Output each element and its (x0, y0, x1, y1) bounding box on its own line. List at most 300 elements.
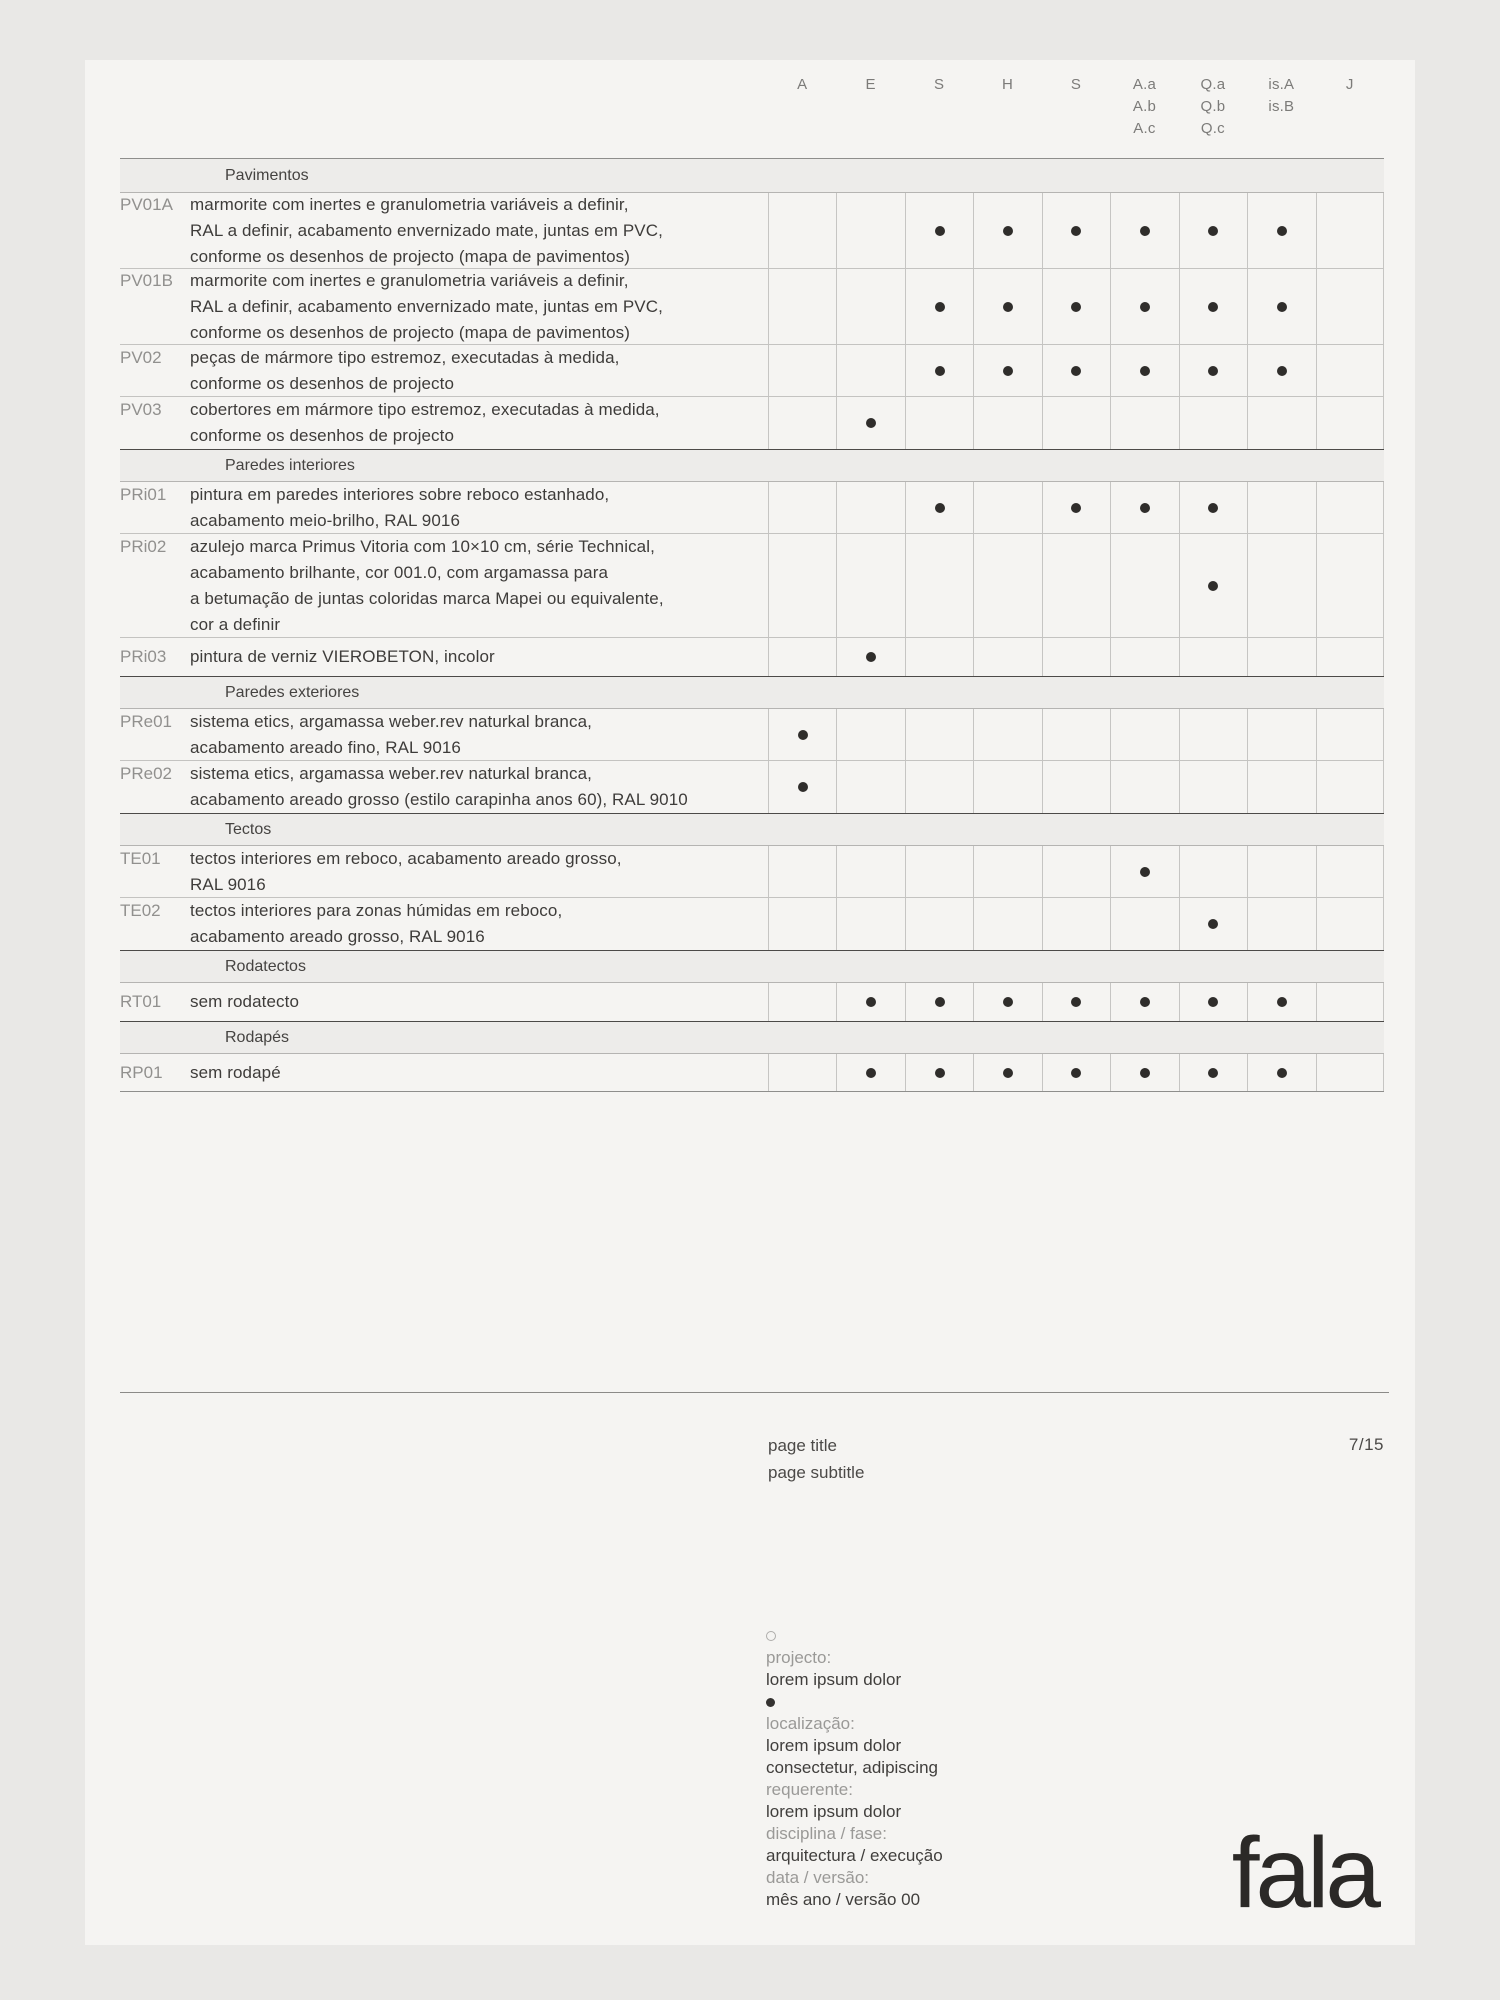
row-description (190, 1060, 281, 1086)
dot-cell (973, 983, 1041, 1021)
info-value: lorem ipsum dolor (766, 1736, 902, 1755)
page-title: page title (768, 1436, 837, 1455)
dot-cell (1042, 898, 1110, 950)
column-headers (768, 74, 1384, 140)
dot-cell (1110, 269, 1178, 344)
dot-cell (1247, 269, 1315, 344)
row-description (190, 269, 663, 344)
dot-marker (1277, 997, 1287, 1007)
dot-cell (836, 534, 904, 637)
dot-cell (836, 193, 904, 268)
description-inner (120, 644, 768, 670)
dot-cell (973, 397, 1041, 449)
dot-cell (905, 397, 973, 449)
table-row (120, 846, 1384, 898)
info-row (766, 1757, 943, 1779)
dot-cell (1110, 534, 1178, 637)
table-row (120, 761, 1384, 813)
description-line: cobertores em mármore tipo estremoz, executadas à medida, (190, 400, 660, 419)
dot-cell (836, 638, 904, 676)
description-cell (120, 846, 768, 897)
row-code: PRi01 (120, 484, 167, 504)
section-title: Paredes exteriores (225, 683, 360, 701)
dot-marker (1277, 302, 1287, 312)
info-label: localização: (766, 1714, 855, 1733)
dot-cell (1179, 534, 1247, 637)
dot-cell (836, 983, 904, 1021)
info-row (766, 1867, 943, 1889)
dot-cell (1179, 269, 1247, 344)
column-header-line: is.B (1268, 98, 1295, 115)
dot-cell (1042, 482, 1110, 533)
dot-cell (1110, 846, 1178, 897)
dot-cell (1247, 898, 1315, 950)
dot-cell (768, 983, 836, 1021)
column-header-7 (1179, 74, 1247, 140)
description-line: RAL 9016 (190, 874, 266, 894)
description-inner (120, 989, 768, 1015)
dot-marker (1208, 302, 1218, 312)
description-line: acabamento areado grosso (estilo carapinha anos 60), RAL 9010 (190, 790, 688, 809)
dot-marker (1208, 919, 1218, 929)
dot-cell (973, 898, 1041, 950)
dot-marker (935, 226, 945, 236)
description-line: tectos interiores em reboco, acabamento areado grosso, (190, 848, 622, 868)
column-header-line: H (1002, 76, 1014, 93)
dot-cell (1110, 397, 1178, 449)
description-inner (120, 761, 768, 813)
dot-cell (905, 709, 973, 760)
dot-marker (1208, 997, 1218, 1007)
dot-cell (973, 345, 1041, 396)
dot-cell (973, 482, 1041, 533)
info-row (766, 1779, 943, 1801)
dot-cell (1042, 761, 1110, 813)
row-description (190, 846, 622, 897)
column-header-6 (1110, 74, 1178, 140)
section-title: Tectos (225, 820, 272, 838)
footer-divider (120, 1392, 1389, 1393)
description-line: sistema etics, argamassa weber.rev naturkal branca, (190, 764, 592, 783)
dot-marker (1140, 1068, 1150, 1078)
dot-marker (1140, 867, 1150, 877)
section-title: Rodapés (225, 1028, 290, 1046)
info-label: projecto: (766, 1648, 832, 1667)
dot-marker (1071, 1068, 1081, 1078)
row-description (190, 898, 562, 950)
column-header-line: S (1070, 76, 1082, 93)
dot-marker (1277, 366, 1287, 376)
column-header-2 (836, 74, 904, 140)
dot-cell (1316, 761, 1384, 813)
dot-cell (768, 898, 836, 950)
dot-cell (1042, 638, 1110, 676)
dot-marker (866, 1068, 876, 1078)
description-cell (120, 1054, 768, 1091)
description-cell (120, 397, 768, 449)
dot-marker (935, 1068, 945, 1078)
description-inner (120, 193, 768, 268)
info-label: data / versão: (766, 1868, 870, 1887)
dot-cell (1042, 983, 1110, 1021)
description-cell (120, 898, 768, 950)
column-header-8 (1247, 74, 1315, 140)
section-header (120, 158, 1384, 193)
dot-cell (905, 534, 973, 637)
row-description (190, 193, 663, 268)
info-label: disciplina / fase: (766, 1824, 887, 1843)
dot-cell (1179, 193, 1247, 268)
dot-cell (905, 269, 973, 344)
dot-cell (1110, 709, 1178, 760)
column-header-line: A.a (1132, 76, 1156, 93)
dot-cell (1042, 345, 1110, 396)
dot-cell (768, 761, 836, 813)
dot-cell (768, 482, 836, 533)
dot-marker (1003, 997, 1013, 1007)
dot-marker (935, 997, 945, 1007)
dot-marker (1003, 1068, 1013, 1078)
table-row (120, 193, 1384, 269)
column-header-line: J (1345, 76, 1354, 93)
row-code: RP01 (120, 1062, 163, 1082)
info-row (766, 1625, 943, 1647)
section-title: Paredes interiores (225, 456, 355, 474)
dot-marker (1140, 997, 1150, 1007)
dot-cell (1110, 761, 1178, 813)
dot-cell (1316, 898, 1384, 950)
fala-logo: fala (1231, 1817, 1377, 1929)
table-row (120, 898, 1384, 950)
row-code: PV01B (120, 270, 173, 290)
dot-marker (1071, 997, 1081, 1007)
dot-cell (1316, 846, 1384, 897)
description-line: peças de mármore tipo estremoz, executadas à medida, (190, 347, 620, 367)
description-line: conforme os desenhos de projecto (mapa de pavimentos) (190, 246, 630, 266)
dot-cell (836, 397, 904, 449)
dot-cell (768, 638, 836, 676)
description-line: conforme os desenhos de projecto (mapa de pavimentos) (190, 322, 630, 342)
description-line: conforme os desenhos de projecto (190, 426, 455, 445)
description-line: acabamento brilhante, cor 001.0, com argamassa para (190, 562, 609, 582)
dot-cell (1247, 638, 1315, 676)
dot-marker (798, 782, 808, 792)
dot-cell (768, 709, 836, 760)
description-cell (120, 193, 768, 268)
dot-marker (866, 418, 876, 428)
dot-cell (768, 846, 836, 897)
description-cell (120, 709, 768, 760)
section-title: Rodatectos (225, 957, 306, 975)
description-cell (120, 482, 768, 533)
info-value: lorem ipsum dolor (766, 1802, 902, 1821)
info-row (766, 1647, 943, 1669)
dot-cell (836, 1054, 904, 1091)
info-label: requerente: (766, 1780, 853, 1799)
column-header-3 (905, 74, 973, 140)
dot-marker (1071, 366, 1081, 376)
description-inner (120, 846, 768, 897)
dot-cell (836, 345, 904, 396)
dot-cell (1179, 761, 1247, 813)
info-row (766, 1801, 943, 1823)
description-line: acabamento meio-brilho, RAL 9016 (190, 510, 461, 530)
description-inner (120, 1060, 768, 1086)
row-code: TE02 (120, 901, 161, 920)
dot-cell (1316, 269, 1384, 344)
info-row (766, 1691, 943, 1713)
dot-cell (1247, 193, 1315, 268)
dot-cell (973, 638, 1041, 676)
dot-cell (768, 534, 836, 637)
description-inner (120, 397, 768, 449)
dot-cell (836, 709, 904, 760)
row-code: PV01A (120, 194, 173, 214)
dot-cell (836, 846, 904, 897)
description-line: a betumação de juntas coloridas marca Mapei ou equivalente, (190, 588, 664, 608)
info-row (766, 1669, 943, 1691)
row-code: PRi02 (120, 536, 167, 556)
info-value: consectetur, adipiscing (766, 1758, 938, 1777)
dot-cell (768, 193, 836, 268)
column-header-line: Q.b (1200, 98, 1226, 115)
description-line: acabamento areado fino, RAL 9016 (190, 737, 461, 757)
dot-cell (1042, 269, 1110, 344)
description-cell (120, 638, 768, 676)
dot-marker (1208, 366, 1218, 376)
description-inner (120, 709, 768, 760)
description-cell (120, 534, 768, 637)
dot-cell (1179, 983, 1247, 1021)
dot-cell (905, 983, 973, 1021)
dot-cell (905, 638, 973, 676)
dot-cell (1316, 709, 1384, 760)
dot-cell (1247, 534, 1315, 637)
dot-marker (1003, 302, 1013, 312)
description-line: conforme os desenhos de projecto (190, 373, 455, 393)
row-description (190, 482, 609, 533)
description-inner (120, 898, 768, 950)
dot-cell (1316, 983, 1384, 1021)
table-row (120, 269, 1384, 345)
dot-cell (1247, 709, 1315, 760)
dot-cell (836, 269, 904, 344)
description-line: pintura em paredes interiores sobre reboco estanhado, (190, 484, 610, 504)
info-row (766, 1735, 943, 1757)
dot-marker (1208, 581, 1218, 591)
info-row (766, 1823, 943, 1845)
description-inner (120, 534, 768, 637)
project-info-block (766, 1625, 943, 1911)
dot-cell (1042, 193, 1110, 268)
dot-marker (866, 652, 876, 662)
description-cell (120, 983, 768, 1021)
dot-cell (768, 397, 836, 449)
dot-marker (1140, 503, 1150, 513)
dot-cell (1247, 1054, 1315, 1091)
description-line: RAL a definir, acabamento envernizado mate, juntas em PVC, (190, 220, 663, 240)
description-inner (120, 482, 768, 533)
dot-marker (1003, 366, 1013, 376)
row-code: RT01 (120, 992, 162, 1011)
description-line: tectos interiores para zonas húmidas em reboco, (190, 901, 563, 920)
dot-marker (1208, 1068, 1218, 1078)
dot-cell (973, 846, 1041, 897)
dot-cell (768, 345, 836, 396)
dot-cell (1042, 846, 1110, 897)
dot-cell (1316, 482, 1384, 533)
description-line: cor a definir (190, 614, 281, 634)
dot-cell (1179, 397, 1247, 449)
dot-marker (1003, 226, 1013, 236)
dot-cell (1247, 482, 1315, 533)
section-header (120, 1021, 1384, 1054)
dot-cell (1179, 1054, 1247, 1091)
dot-cell (836, 898, 904, 950)
row-code: PRi03 (120, 647, 167, 666)
dot-cell (1247, 846, 1315, 897)
description-inner (120, 269, 768, 344)
section-header (120, 950, 1384, 983)
dot-cell (1247, 397, 1315, 449)
description-line: sem rodatecto (190, 992, 300, 1011)
dot-cell (1042, 709, 1110, 760)
column-header-line: is.A (1268, 76, 1295, 93)
column-header-5 (1042, 74, 1110, 140)
dot-cell (1179, 345, 1247, 396)
dot-cell (905, 761, 973, 813)
column-header-line: A.c (1133, 120, 1156, 137)
dot-cell (1316, 193, 1384, 268)
dot-cell (905, 345, 973, 396)
row-code: PRe01 (120, 711, 172, 731)
column-header-4 (973, 74, 1041, 140)
dot-cell (1110, 193, 1178, 268)
document-page (85, 60, 1415, 1945)
table-row (120, 1054, 1384, 1092)
description-line: marmorite com inertes e granulometria variáveis a definir, (190, 194, 629, 214)
dot-cell (973, 709, 1041, 760)
description-line: azulejo marca Primus Vitoria com 10×10 cm, série Technical, (190, 536, 655, 556)
dot-cell (905, 1054, 973, 1091)
dot-cell (1110, 898, 1178, 950)
dot-cell (1110, 638, 1178, 676)
dot-cell (1247, 983, 1315, 1021)
page-number: 7/15 (1348, 1435, 1384, 1454)
row-description (190, 709, 592, 760)
row-description (190, 989, 299, 1015)
dot-cell (973, 193, 1041, 268)
description-cell (120, 345, 768, 396)
row-description (190, 397, 660, 449)
description-cell (120, 761, 768, 813)
info-row (766, 1713, 943, 1735)
dot-marker (1071, 503, 1081, 513)
section-header (120, 676, 1384, 709)
column-header-line: Q.a (1200, 76, 1226, 93)
dot-cell (1179, 638, 1247, 676)
table-row (120, 638, 1384, 676)
section-header (120, 813, 1384, 846)
dot-cell (1042, 397, 1110, 449)
dot-cell (1247, 345, 1315, 396)
info-value: arquitectura / execução (766, 1846, 943, 1865)
dot-cell (1179, 482, 1247, 533)
dot-marker (1208, 226, 1218, 236)
row-code: TE01 (120, 848, 161, 868)
dot-cell (1110, 983, 1178, 1021)
bullet-icon (766, 1698, 775, 1707)
info-value: mês ano / versão 00 (766, 1890, 921, 1909)
dot-cell (905, 846, 973, 897)
description-cell (120, 269, 768, 344)
dot-cell (1316, 1054, 1384, 1091)
page-subtitle: page subtitle (768, 1463, 865, 1482)
dot-cell (905, 193, 973, 268)
dot-marker (1277, 226, 1287, 236)
dot-cell (768, 269, 836, 344)
section-title: Pavimentos (225, 166, 309, 184)
column-header-line: S (933, 76, 945, 93)
dot-marker (1071, 226, 1081, 236)
dot-cell (905, 482, 973, 533)
dot-marker (935, 503, 945, 513)
dot-marker (1140, 302, 1150, 312)
row-description (190, 345, 619, 396)
dot-marker (935, 302, 945, 312)
dot-marker (1277, 1068, 1287, 1078)
description-line: acabamento areado grosso, RAL 9016 (190, 927, 485, 946)
column-header-line: A.b (1132, 98, 1156, 115)
table-row (120, 709, 1384, 761)
dot-cell (1110, 345, 1178, 396)
table-row (120, 534, 1384, 638)
dot-marker (798, 730, 808, 740)
dot-marker (1208, 503, 1218, 513)
dot-cell (836, 482, 904, 533)
description-inner (120, 345, 768, 396)
info-row (766, 1845, 943, 1867)
description-line: sistema etics, argamassa weber.rev naturkal branca, (190, 711, 592, 731)
spec-table (120, 158, 1384, 1092)
dot-cell (1316, 397, 1384, 449)
dot-cell (836, 761, 904, 813)
dot-cell (905, 898, 973, 950)
info-row (766, 1889, 943, 1911)
column-header-9 (1316, 74, 1384, 140)
dot-cell (1179, 846, 1247, 897)
dot-marker (935, 366, 945, 376)
dot-cell (973, 761, 1041, 813)
dot-cell (1042, 534, 1110, 637)
info-value: lorem ipsum dolor (766, 1670, 902, 1689)
row-description (190, 534, 664, 637)
description-line: marmorite com inertes e granulometria variáveis a definir, (190, 270, 629, 290)
dot-marker (1140, 366, 1150, 376)
dot-cell (1110, 482, 1178, 533)
table-row (120, 983, 1384, 1021)
row-code: PV03 (120, 400, 162, 419)
dot-cell (973, 534, 1041, 637)
row-description (190, 644, 495, 670)
page-title-block (768, 1432, 864, 1486)
column-header-line: A (797, 76, 808, 93)
dot-cell (1179, 898, 1247, 950)
description-line: pintura de verniz VIEROBETON, incolor (190, 647, 495, 666)
dot-cell (1316, 345, 1384, 396)
dot-cell (1247, 761, 1315, 813)
dot-marker (866, 997, 876, 1007)
